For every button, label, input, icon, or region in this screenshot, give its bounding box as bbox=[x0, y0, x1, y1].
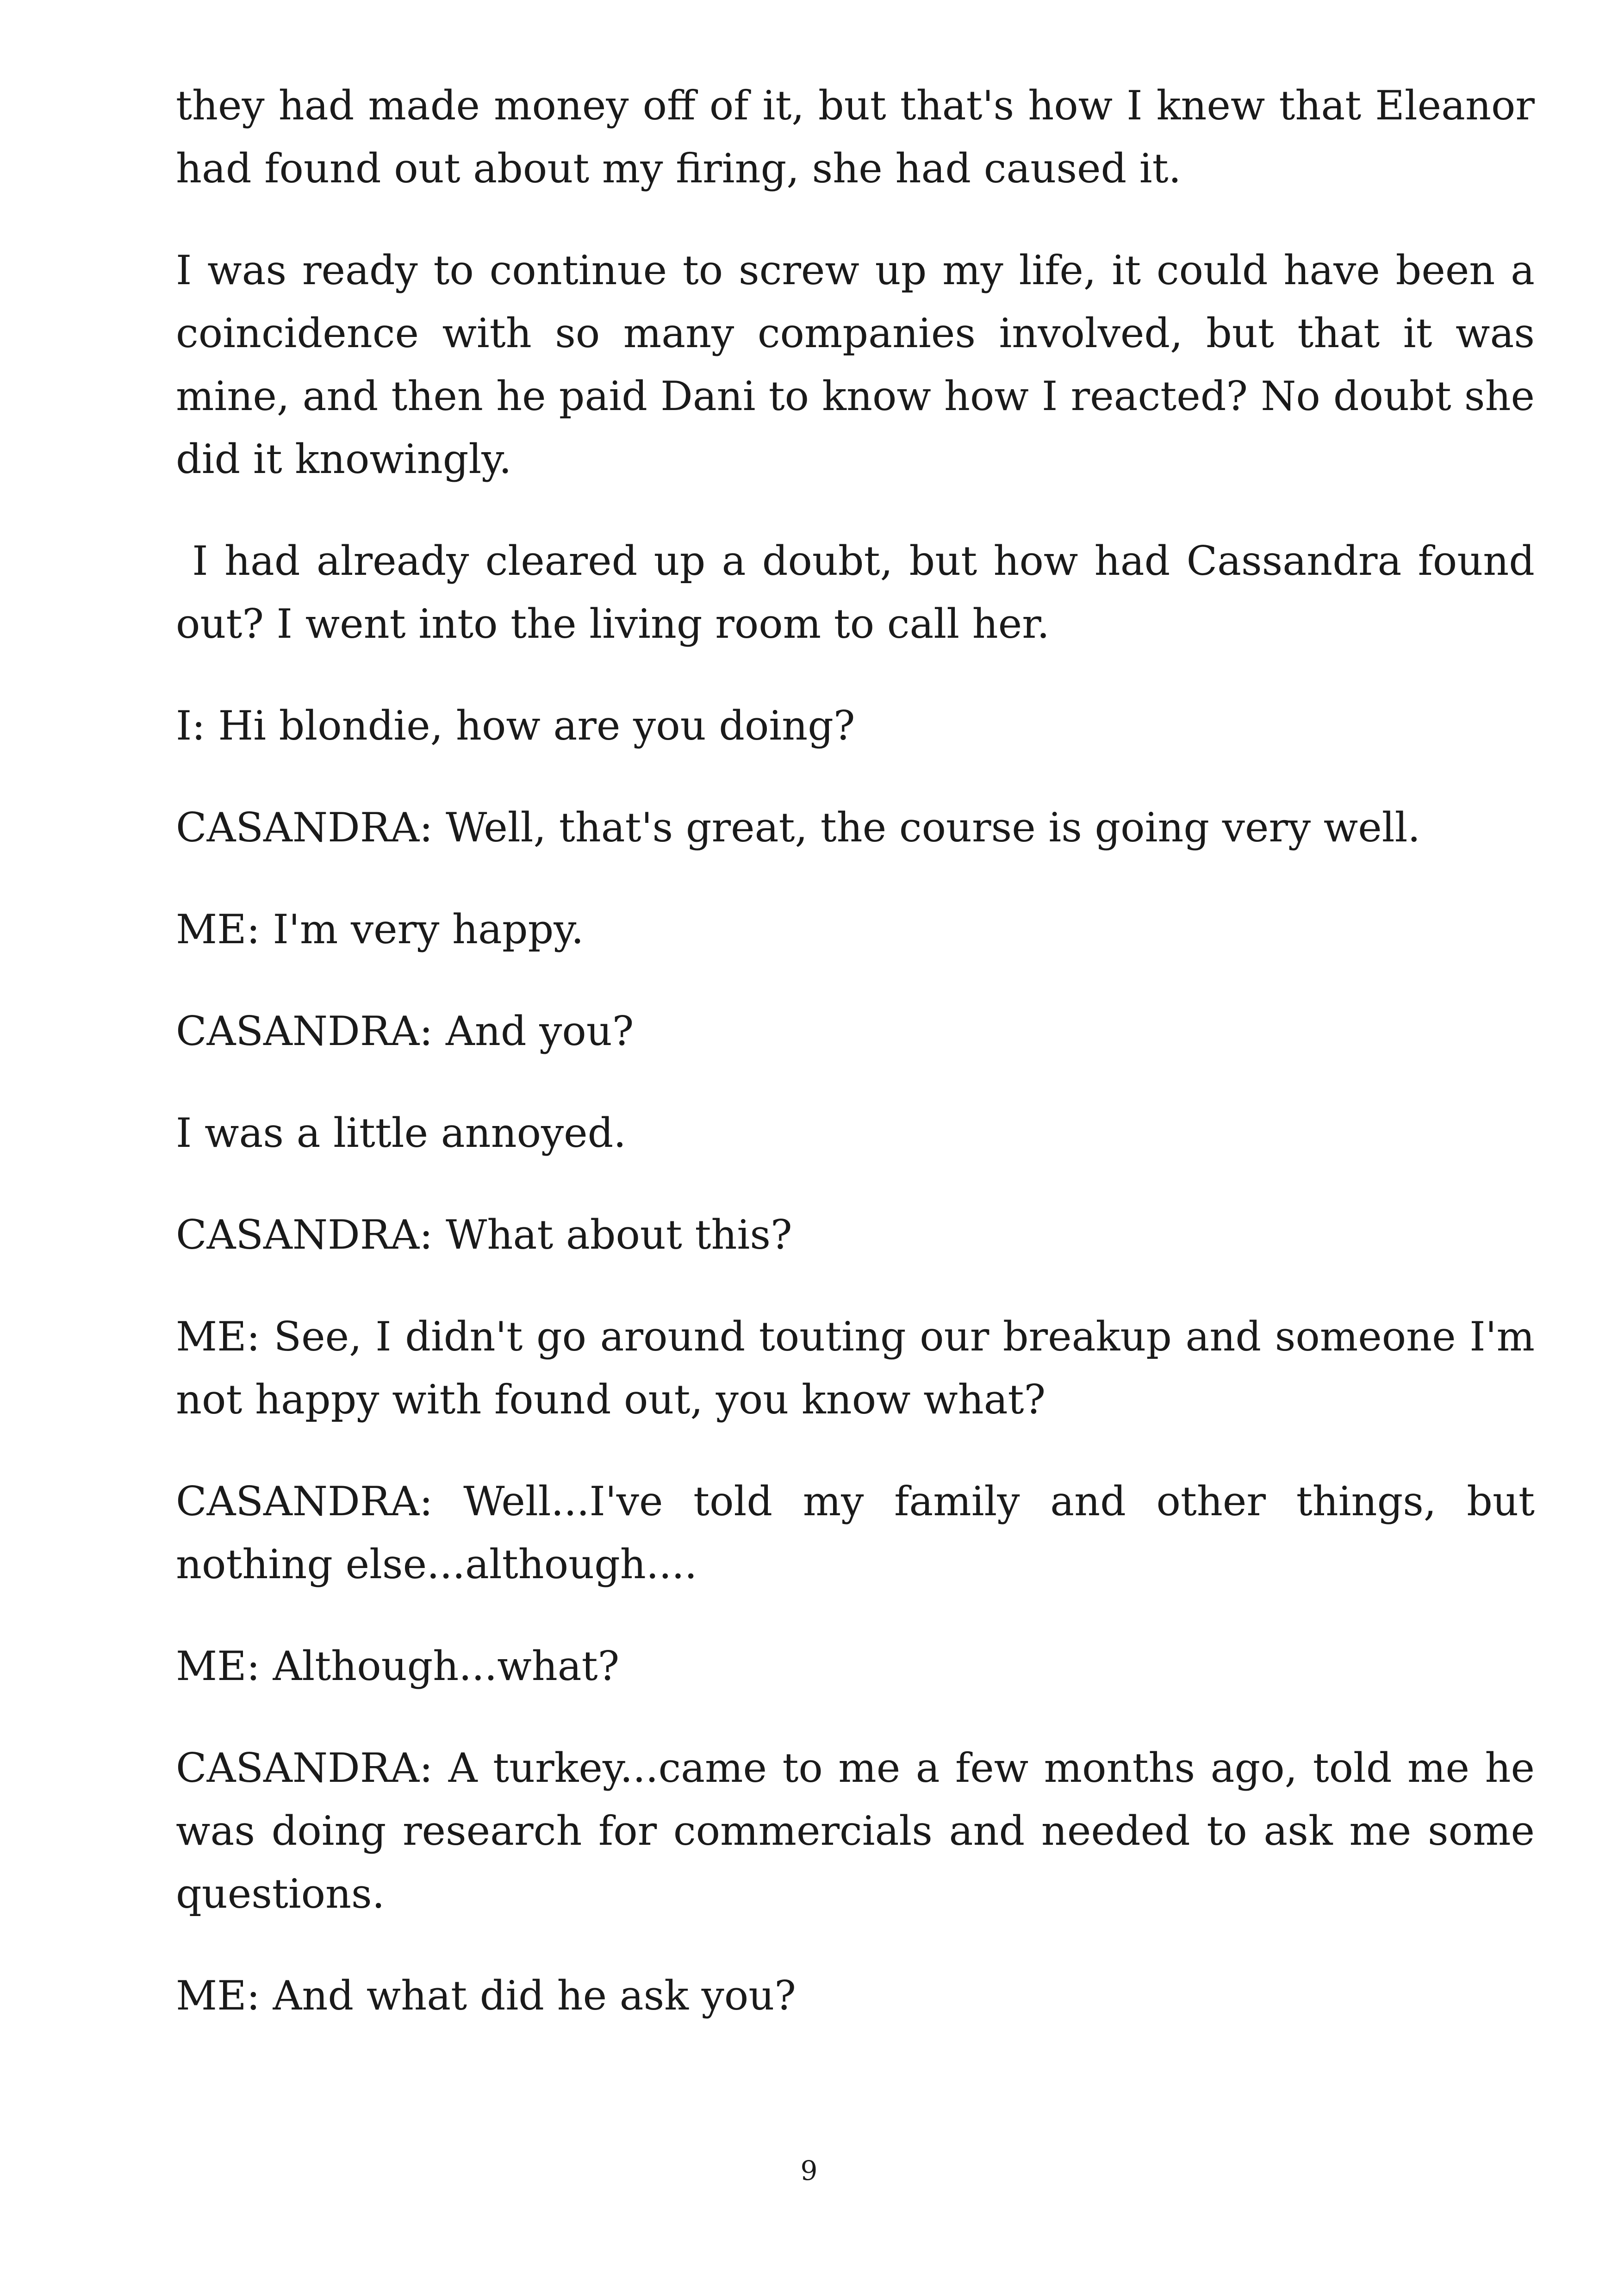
page-number: 9 bbox=[800, 2155, 818, 2186]
paragraph: CASANDRA: Well, that's great, the course is going very well. bbox=[176, 804, 1421, 851]
paragraph: CASANDRA: What about this? bbox=[176, 1211, 792, 1258]
paragraph: I was a little annoyed. bbox=[176, 1109, 627, 1157]
paragraph: they had made money off of it, but that's how I knew that Eleanor had found out about my firing, she had caused it. bbox=[176, 82, 1535, 192]
paragraph: I: Hi blondie, how are you doing? bbox=[176, 702, 855, 749]
paragraph: I had already cleared up a doubt, but how had Cassandra found out? I went into the living room to call her. bbox=[176, 537, 1535, 647]
paragraph: CASANDRA: Well...I've told my family and other things, but nothing else...although.... bbox=[176, 1478, 1535, 1588]
paragraph: ME: And what did he ask you? bbox=[176, 1972, 796, 2019]
paragraph: I was ready to continue to screw up my life, it could have been a coincidence with so many companies involved, but that it was mine, and then he paid Dani to know how I reacted? No doubt she did it knowingly. bbox=[176, 247, 1535, 483]
paragraph: CASANDRA: A turkey...came to me a few months ago, told me he was doing research for commercials and needed to ask me some questions. bbox=[176, 1744, 1535, 1917]
paragraph: ME: I'm very happy. bbox=[176, 906, 584, 953]
paragraph: ME: See, I didn't go around touting our breakup and someone I'm not happy with found out, you know what? bbox=[176, 1313, 1535, 1423]
paragraph: ME: Although...what? bbox=[176, 1643, 620, 1690]
paragraph: CASANDRA: And you? bbox=[176, 1008, 634, 1055]
body-text bbox=[176, 74, 1535, 2066]
